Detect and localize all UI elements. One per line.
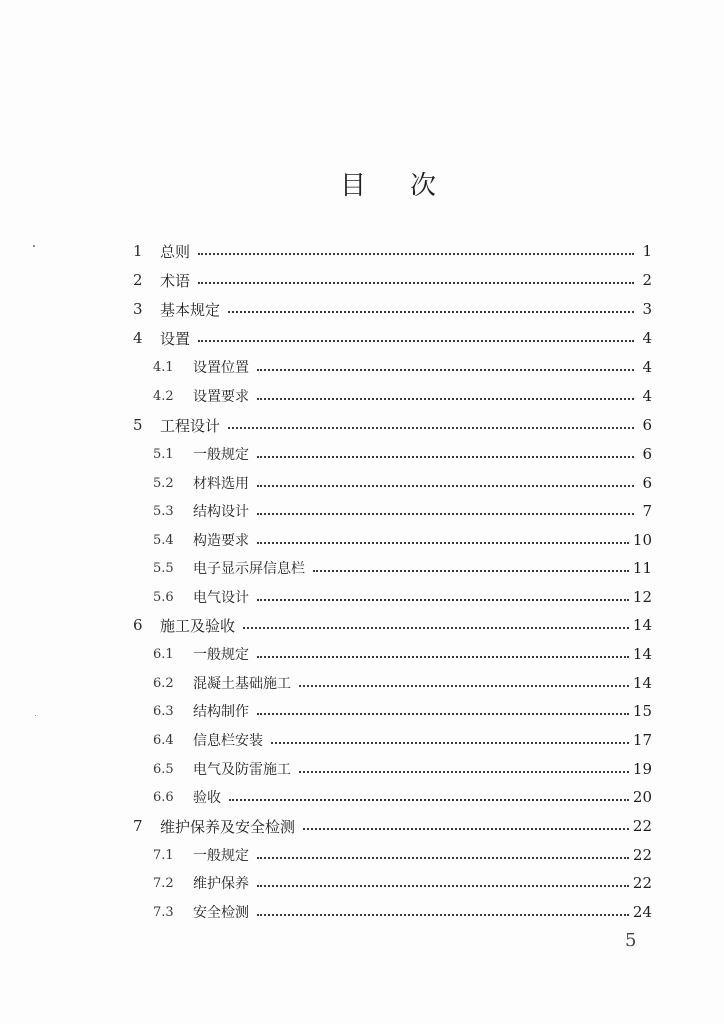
dot-leader [299, 683, 629, 687]
toc-entry[interactable] [153, 584, 652, 610]
toc-entry-page: 20 [632, 788, 652, 806]
toc-entry-number: 7.2 [153, 875, 174, 891]
toc-entry-number: 3 [133, 300, 143, 318]
toc-entry-title: 设置 [160, 329, 191, 348]
toc-entry-title: 设置要求 [193, 389, 249, 405]
dot-leader [299, 769, 629, 773]
toc-entry-title: 基本规定 [160, 300, 221, 319]
toc-entry-number: 6 [133, 616, 143, 634]
toc-entry-number: 4.2 [153, 388, 174, 404]
dot-leader [257, 454, 634, 458]
toc-entry-number: 5.1 [153, 446, 174, 462]
toc-entry-page: 4 [642, 387, 652, 405]
toc-entry-page: 4 [642, 358, 652, 376]
toc-entry-title: 一般规定 [193, 647, 249, 663]
dot-leader [198, 251, 634, 255]
dot-leader [271, 740, 629, 744]
dot-leader [257, 855, 629, 859]
dot-leader [303, 826, 629, 830]
dot-leader [257, 483, 634, 487]
toc-entry-page: 24 [632, 903, 652, 921]
toc-entry[interactable] [153, 641, 652, 667]
toc-entry-page: 12 [632, 588, 652, 606]
toc-entry-title: 施工及验收 [160, 616, 236, 635]
toc-entry-title: 信息栏安装 [193, 733, 263, 749]
toc-entry-page: 14 [632, 645, 652, 663]
dot-leader [257, 654, 629, 658]
toc-entry-page: 14 [632, 674, 652, 692]
toc-entry-title: 一般规定 [193, 447, 249, 463]
toc-entry-title: 一般规定 [193, 848, 249, 864]
toc-entry-page: 15 [632, 702, 652, 720]
dot-leader [257, 367, 634, 371]
toc-entry[interactable] [133, 412, 652, 438]
dot-leader [257, 883, 629, 887]
toc-entry[interactable] [153, 498, 652, 524]
dot-leader [257, 597, 629, 601]
toc-entry-number: 6.4 [153, 732, 174, 748]
toc-entry-title: 设置位置 [193, 360, 249, 376]
toc-entry-number: 5.2 [153, 475, 174, 491]
toc-entry-page: 11 [632, 559, 652, 577]
dot-leader [257, 711, 629, 715]
toc-entry-title: 术语 [160, 271, 191, 290]
toc-entry[interactable] [133, 813, 652, 839]
dot-leader [198, 338, 634, 342]
toc-entry-title: 结构设计 [193, 504, 249, 520]
toc-entry-number: 5.4 [153, 532, 174, 548]
toc-entry-title: 安全检测 [193, 905, 249, 921]
toc-entry-page: 3 [642, 300, 652, 318]
dot-leader [313, 568, 629, 572]
toc-entry-number: 1 [133, 242, 143, 260]
toc-entry-page: 7 [642, 502, 652, 520]
toc-entry-page: 22 [632, 846, 652, 864]
toc-entry-number: 4.1 [153, 359, 174, 375]
toc-entry[interactable] [153, 527, 652, 553]
toc-entry-page: 2 [642, 271, 652, 289]
toc-entry-page: 6 [642, 445, 652, 463]
dot-leader [229, 797, 629, 801]
toc-entry-number: 4 [133, 329, 143, 347]
toc-entry[interactable] [153, 784, 652, 810]
toc-entry-title: 验收 [193, 790, 221, 806]
toc-entry[interactable] [133, 267, 652, 293]
toc-entry[interactable] [153, 670, 652, 696]
toc-entry-title: 维护保养 [193, 876, 249, 892]
toc-title-char-2: 次 [410, 171, 437, 201]
toc-entry-number: 6.6 [153, 789, 174, 805]
toc-entry-title: 工程设计 [160, 416, 221, 435]
dot-leader [257, 396, 634, 400]
toc-entry-number: 5.5 [153, 560, 174, 576]
toc-entry-number: 5 [133, 416, 143, 434]
toc-entry-title: 电气及防雷施工 [193, 762, 291, 778]
toc-entry-number: 7 [133, 817, 143, 835]
toc-entry[interactable] [133, 612, 652, 638]
toc-entry-number: 6.1 [153, 646, 174, 662]
toc-entry-title: 材料选用 [193, 476, 249, 492]
toc-entry-page: 22 [632, 817, 652, 835]
toc-entry-number: 6.3 [153, 703, 174, 719]
scan-speck [33, 245, 35, 247]
toc-entry[interactable] [153, 555, 652, 581]
toc-entry-page: 6 [642, 416, 652, 434]
toc-entry-number: 2 [133, 271, 143, 289]
toc-entry[interactable] [153, 354, 652, 380]
toc-title-char-1: 目 [340, 171, 367, 201]
dot-leader [257, 511, 634, 515]
toc-entry-title: 电气设计 [193, 590, 249, 606]
toc-entry-page: 22 [632, 874, 652, 892]
toc-entry-page: 4 [642, 329, 652, 347]
toc-entry[interactable] [153, 756, 652, 782]
toc-entry-page: 6 [642, 474, 652, 492]
toc-entry-page: 19 [632, 760, 652, 778]
toc-entry-number: 5.3 [153, 503, 174, 519]
dot-leader [243, 625, 629, 629]
toc-entry-page: 14 [632, 616, 652, 634]
dot-leader [257, 540, 629, 544]
dot-leader [228, 425, 634, 429]
toc-entry[interactable] [153, 383, 652, 409]
toc-entry[interactable] [153, 698, 652, 724]
page-number: 5 [625, 930, 637, 951]
toc-entry[interactable] [133, 296, 652, 322]
toc-entry-page: 10 [632, 531, 652, 549]
toc-entry-title: 电子显示屏信息栏 [193, 561, 305, 577]
toc-entry-page: 1 [642, 242, 652, 260]
toc-entry-title: 混凝土基础施工 [193, 676, 291, 692]
toc-entry-number: 6.2 [153, 675, 174, 691]
toc-entry[interactable] [153, 470, 652, 496]
dot-leader [228, 309, 634, 313]
toc-entry-number: 7.3 [153, 904, 174, 920]
toc-entry-number: 7.1 [153, 847, 174, 863]
toc-entry-number: 6.5 [153, 761, 174, 777]
toc-entry[interactable] [153, 727, 652, 753]
toc-entry-title: 构造要求 [193, 533, 249, 549]
toc-entry[interactable] [153, 441, 652, 467]
toc-entry-title: 维护保养及安全检测 [160, 817, 296, 836]
dot-leader [198, 280, 634, 284]
toc-entry[interactable] [133, 325, 652, 351]
dot-leader [257, 912, 629, 916]
toc-entry[interactable] [153, 870, 652, 896]
toc-entry-title: 总则 [160, 242, 191, 261]
toc-entry[interactable] [153, 842, 652, 868]
scan-speck [35, 715, 36, 716]
toc-entry-title: 结构制作 [193, 704, 249, 720]
toc-entry[interactable] [153, 899, 652, 925]
toc-entry-number: 5.6 [153, 589, 174, 605]
toc-entry-page: 17 [632, 731, 652, 749]
toc-entry[interactable] [133, 238, 652, 264]
